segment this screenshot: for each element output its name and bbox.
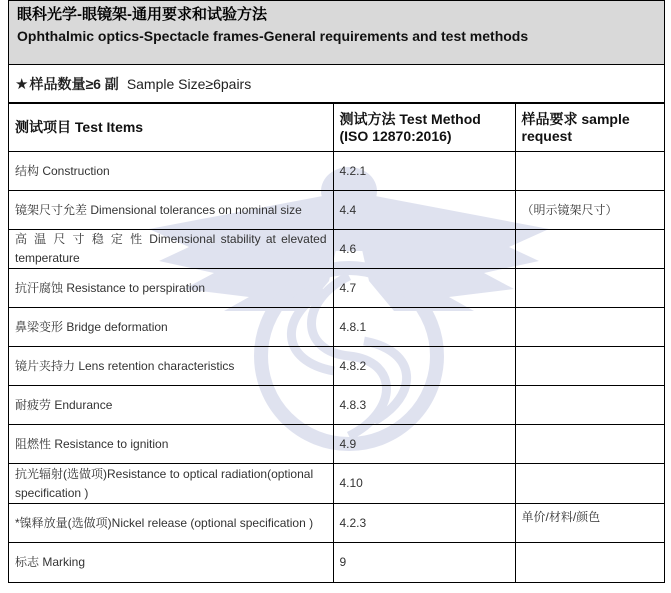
request-cell (515, 269, 665, 308)
table-row (9, 152, 665, 191)
item-cell-line1: 抗光辐射(选做项)Resistance to optical radiation(optional (15, 466, 314, 481)
item-cell-line1: 高 温 尺 寸 稳 定 性 Dimensional stability at elevated (15, 232, 327, 246)
test-items-table (9, 103, 665, 582)
method-cell: 9 (333, 543, 515, 582)
method-cell: 4.8.1 (333, 308, 515, 347)
header-sample-request-line2: request (521, 127, 573, 144)
table-row (9, 191, 665, 230)
table-row (9, 269, 665, 308)
item-cell: *镍释放量(选做项)Nickel release (optional specification ) (9, 504, 333, 543)
request-cell (515, 464, 665, 504)
header-test-method-line2: (ISO 12870:2016) (339, 127, 452, 144)
item-cell (9, 230, 333, 269)
method-cell: 4.7 (333, 269, 515, 308)
method-cell: 4.10 (333, 464, 515, 504)
method-cell: 4.2.1 (333, 152, 515, 191)
request-cell (515, 308, 665, 347)
header-test-items: 测试项目 Test Items (9, 104, 333, 152)
table-row (9, 308, 665, 347)
item-cell: 鼻梁变形 Bridge deformation (9, 308, 333, 347)
method-cell: 4.8.3 (333, 386, 515, 425)
sample-size-row (9, 65, 664, 103)
request-cell (515, 347, 665, 386)
star-icon: ★ (15, 75, 29, 93)
method-cell: 4.4 (333, 191, 515, 230)
item-cell: 阻燃性 Resistance to ignition (9, 425, 333, 464)
item-cell-line2: temperature (15, 251, 80, 265)
sample-size-label-cn: 样品数量≥6 副 (29, 75, 119, 92)
request-cell (515, 152, 665, 191)
item-cell (9, 464, 333, 504)
request-cell (515, 230, 665, 269)
table-row (9, 504, 665, 543)
item-cell-line2: specification ) (15, 485, 89, 500)
method-cell: 4.2.3 (333, 504, 515, 543)
item-cell: 耐疲劳 Endurance (9, 386, 333, 425)
table-row (9, 425, 665, 464)
table-row (9, 464, 665, 504)
request-cell (515, 386, 665, 425)
header-sample-request (515, 104, 665, 152)
table-row (9, 347, 665, 386)
item-cell: 镜架尺寸允差 Dimensional tolerances on nominal size (9, 191, 333, 230)
table-row (9, 543, 665, 582)
request-cell (515, 543, 665, 582)
request-cell (515, 425, 665, 464)
table-row (9, 386, 665, 425)
table-row (9, 230, 665, 269)
header-test-method-line1: 测试方法 Test Method (339, 110, 481, 127)
request-cell: （明示镜架尺寸） (515, 191, 665, 230)
method-cell: 4.6 (333, 230, 515, 269)
header-sample-request-line1: 样品要求 sample (521, 110, 630, 127)
document-header (9, 1, 664, 65)
item-cell: 镜片夹持力 Lens retention characteristics (9, 347, 333, 386)
table-header-row (9, 104, 665, 152)
title-chinese: 眼科光学-眼镜架-通用要求和试验方法 (17, 6, 267, 23)
method-cell: 4.8.2 (333, 347, 515, 386)
header-test-method (333, 104, 515, 152)
request-cell: 单价/材料/颜色 (515, 504, 665, 543)
item-cell: 标志 Marking (9, 543, 333, 582)
document-frame (8, 0, 665, 583)
item-cell: 抗汗腐蚀 Resistance to perspiration (9, 269, 333, 308)
sample-size-label-en: Sample Size≥6pairs (126, 75, 252, 92)
method-cell: 4.9 (333, 425, 515, 464)
item-cell: 结构 Construction (9, 152, 333, 191)
title-english: Ophthalmic optics-Spectacle frames-General requirements and test methods (17, 28, 529, 44)
